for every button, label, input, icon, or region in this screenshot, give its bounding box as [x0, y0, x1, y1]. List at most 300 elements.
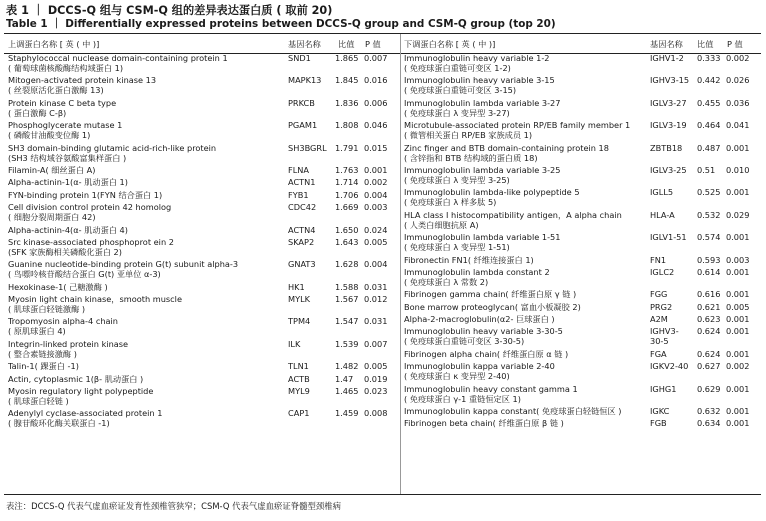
protein-name: [404, 75, 555, 95]
ratio-value: 0.525: [697, 187, 721, 198]
p-value: 0.029: [726, 209, 750, 220]
protein-name-en: Zinc finger and BTB domain-containing protein 18: [404, 142, 609, 153]
gene-name-line: ACTN1: [288, 177, 316, 188]
ratio-value: 0.333: [697, 53, 721, 63]
ratio-value: 1.465: [335, 386, 359, 397]
gene-name: [288, 165, 309, 175]
gene-name: [650, 165, 687, 175]
protein-name: [8, 374, 143, 384]
protein-name-en: Immunoglobulin kappa variable 2-40: [404, 361, 555, 372]
protein-name-en: Mitogen-activated protein kinase 13: [8, 75, 157, 86]
protein-name-en: Fibrinogen alpha chain( 纤维蛋白原 α 链 ): [404, 348, 569, 359]
ratio-value: 1.836: [335, 97, 359, 108]
ratio-value: 1.808: [335, 120, 359, 131]
gene-name-line: PGAM1: [288, 120, 318, 131]
gene-name-line: FLNA: [288, 164, 309, 175]
protein-name: [404, 289, 576, 299]
ratio-value: 1.539: [335, 338, 359, 349]
p-value: 0.001: [726, 314, 750, 325]
protein-name: [404, 187, 580, 207]
gene-name-line: ACTN4: [288, 224, 316, 235]
gene-name: [288, 374, 310, 384]
protein-name: [8, 361, 79, 371]
protein-name-cn: ( 免疫球蛋白 λ 变异型 1-51): [404, 242, 510, 253]
gene-name: [288, 190, 309, 200]
protein-name-en: Immunoglobulin heavy variable 1-2: [404, 53, 550, 63]
p-value: 0.001: [726, 142, 750, 153]
gene-name-line: PRG2: [650, 301, 673, 312]
table-row: [8, 177, 394, 189]
p-value: 0.003: [364, 202, 388, 213]
ratio-value: 1.650: [335, 224, 359, 235]
protein-name-cn: ( 原肌球蛋白 4): [8, 326, 66, 337]
gene-name: [650, 349, 667, 359]
gene-name-line: IGHV3-: [650, 326, 679, 337]
gene-name-line: TPM4: [288, 316, 311, 327]
protein-name: [404, 120, 630, 140]
table-title-en: Table 1 ｜ Differentially expressed proteins between DCCS-Q group and CSM-Q group (top 20): [6, 18, 556, 30]
p-value: 0.002: [726, 361, 750, 372]
ratio-value: 1.547: [335, 316, 359, 327]
table-row: [404, 165, 760, 187]
gene-name-line: FN1: [650, 254, 667, 265]
header-up-ratio: 比值: [338, 39, 355, 49]
protein-name-cn: ( 人类白细胞抗原 A): [404, 219, 479, 230]
protein-name-en: Integrin-linked protein kinase: [8, 338, 129, 349]
gene-name-line: HLA-A: [650, 209, 675, 220]
gene-name: [650, 75, 689, 85]
gene-name-line: FGA: [650, 348, 667, 359]
gene-name-line: ILK: [288, 338, 301, 349]
protein-name-en: Cell division control protein 42 homolog: [8, 202, 172, 213]
gene-name-line: 30-5: [650, 336, 669, 347]
gene-name-line: IGKV2-40: [650, 361, 689, 372]
p-value: 0.031: [364, 281, 388, 292]
gene-name: [650, 418, 667, 428]
protein-name-cn: ( 肌球蛋白轻链激酶 ): [8, 304, 86, 315]
gene-name: [650, 361, 688, 371]
gene-name: [288, 75, 321, 85]
gene-name: [650, 232, 687, 242]
table-row: [404, 302, 760, 314]
protein-name: [8, 190, 162, 200]
p-value: 0.004: [364, 189, 388, 200]
table-row: [8, 259, 394, 281]
p-value: 0.024: [364, 224, 388, 235]
protein-name-cn: ( 微管相关蛋白 RP/EB 家族成员 1): [404, 130, 533, 141]
table-row: [404, 289, 760, 301]
p-value: 0.001: [726, 418, 750, 429]
table-row: [404, 349, 760, 361]
protein-name-cn: ( 葡萄球菌核酸酶结构域蛋白 1): [8, 63, 124, 73]
gene-name: [650, 326, 679, 346]
protein-name: [8, 282, 108, 292]
table-row: [8, 386, 394, 408]
ratio-value: 1.791: [335, 142, 359, 153]
protein-name: [8, 202, 171, 222]
gene-name: [650, 255, 666, 265]
protein-name: [8, 177, 128, 187]
protein-name: [8, 316, 118, 336]
gene-name: [650, 314, 668, 324]
gene-name: [650, 302, 672, 312]
p-value: 0.004: [364, 259, 388, 270]
table-row: [8, 374, 394, 386]
p-value: 0.026: [726, 75, 750, 86]
protein-name-en: SH3 domain-binding glutamic acid-rich-like protein: [8, 142, 217, 153]
ratio-value: 1.47: [335, 373, 354, 384]
table-row: [8, 143, 394, 165]
ratio-value: 0.624: [697, 348, 721, 359]
p-value: 0.001: [726, 289, 750, 300]
p-value: 0.046: [364, 120, 388, 131]
protein-name: [404, 165, 560, 185]
p-value: 0.023: [364, 386, 388, 397]
p-value: 0.005: [364, 361, 388, 372]
protein-name-en: Fibronectin FN1( 纤维连接蛋白 1): [404, 254, 534, 265]
protein-name-en: Immunoglobulin lambda variable 3-25: [404, 164, 561, 175]
gene-name-line: FGB: [650, 418, 667, 429]
gene-name: [650, 143, 682, 153]
gene-name-line: CDC42: [288, 202, 317, 213]
protein-name-cn: ( 肌球蛋白轻链 ): [8, 396, 69, 407]
protein-name-en: Fibrinogen beta chain( 纤维蛋白原 β 链 ): [404, 418, 564, 429]
table-row: [8, 408, 394, 430]
gene-name: [650, 120, 687, 130]
protein-name-en: Myosin regulatory light polypeptide: [8, 386, 154, 397]
gene-name: [288, 294, 310, 304]
protein-name: [8, 120, 122, 140]
ratio-value: 1.865: [335, 53, 359, 63]
gene-name-line: IGLC2: [650, 266, 675, 277]
gene-name-line: MYL9: [288, 386, 310, 397]
gene-name-line: MAPK13: [288, 75, 322, 86]
gene-name-line: IGLV3-19: [650, 120, 687, 131]
table-row: [404, 120, 760, 142]
gene-name-line: IGHV1-2: [650, 53, 684, 63]
protein-name-en: Alpha-2-macroglobulin(α2- 巨球蛋白 ): [404, 314, 555, 325]
protein-name: [8, 339, 128, 359]
table-row: [404, 361, 760, 383]
gene-name-line: IGHG1: [650, 383, 677, 394]
gene-name-line: IGKC: [650, 406, 670, 417]
bottom-rule: [4, 494, 761, 495]
table-row: [8, 339, 394, 361]
p-value: 0.019: [364, 373, 388, 384]
p-value: 0.001: [726, 232, 750, 243]
protein-name: [404, 361, 555, 381]
ratio-value: 0.629: [697, 383, 721, 394]
gene-name-line: FYB1: [288, 189, 309, 200]
ratio-value: 0.51: [697, 164, 716, 175]
protein-name-en: Immunoglobulin lambda variable 3-27: [404, 97, 561, 108]
p-value: 0.001: [726, 266, 750, 277]
table-row: [8, 202, 394, 224]
protein-name-cn: ( 免疫球蛋白 λ 常数 2): [404, 276, 489, 287]
table-row: [404, 406, 760, 418]
ratio-value: 0.624: [697, 326, 721, 337]
protein-name: [8, 386, 153, 406]
downregulated-panel: [404, 34, 760, 431]
gene-name-line: IGLV1-51: [650, 232, 687, 243]
protein-name-en: Immunoglobulin heavy variable 3-15: [404, 75, 555, 86]
gene-name: [288, 98, 315, 108]
gene-name: [288, 143, 327, 153]
gene-name: [288, 53, 311, 63]
table-row: [404, 232, 760, 254]
protein-name-en: Protein kinase C beta type: [8, 97, 117, 108]
table-title-cn: 表 1 ｜ DCCS-Q 组与 CSM-Q 组的差异表达蛋白质 ( 取前 20): [6, 4, 333, 17]
table-row: [404, 384, 760, 406]
protein-name-cn: ( 免疫球蛋白重链可变区 3-15): [404, 85, 517, 96]
table-row: [8, 361, 394, 373]
gene-name: [288, 225, 316, 235]
protein-name-en: Filamin-A( 细丝蛋白 A): [8, 164, 96, 175]
p-value: 0.036: [726, 97, 750, 108]
gene-name: [650, 187, 673, 197]
protein-name-en: Talin-1( 踝蛋白 -1): [8, 361, 79, 372]
protein-name-en: Hexokinase-1( 己糖激酶 ): [8, 281, 108, 292]
header-down-gene: 基因名称: [650, 39, 683, 49]
gene-name-line: TLN1: [288, 361, 309, 372]
gene-name-line: A2M: [650, 314, 668, 325]
protein-name-cn: ( 腺苷酸环化酶关联蛋白 -1): [8, 418, 110, 429]
protein-name: [8, 259, 238, 279]
protein-name-cn: (SFK 家族酶相关磷酸化蛋白 2): [8, 246, 122, 257]
p-value: 0.001: [726, 326, 750, 337]
gene-name: [650, 210, 675, 220]
table-row: [8, 75, 394, 97]
protein-name: [8, 165, 95, 175]
gene-name-line: HK1: [288, 281, 305, 292]
protein-name: [404, 384, 578, 404]
protein-name: [404, 232, 560, 252]
p-value: 0.015: [364, 142, 388, 153]
gene-name: [650, 98, 687, 108]
protein-name-en: Bone marrow proteoglycan( 富血小板凝胶 2): [404, 301, 581, 312]
protein-name: [404, 314, 555, 324]
protein-name: [8, 53, 228, 73]
ratio-value: 0.464: [697, 120, 721, 131]
gene-name: [288, 361, 309, 371]
table-row: [8, 282, 394, 294]
ratio-value: 0.616: [697, 289, 721, 300]
protein-name: [8, 98, 116, 118]
ratio-value: 0.627: [697, 361, 721, 372]
ratio-value: 1.459: [335, 408, 359, 419]
header-down-p: P 值: [727, 39, 743, 49]
table-row: [8, 237, 394, 259]
protein-name-en: Immunoglobulin heavy variable 3-30-5: [404, 326, 563, 337]
table-footnote: 表注：DCCS-Q 代表气虚血瘀证发育性颈椎管狭窄；CSM-Q 代表气虚血瘀证脊髓型颈椎病: [6, 501, 342, 511]
p-value: 0.002: [364, 177, 388, 188]
header-down-ratio: 比值: [697, 39, 714, 49]
p-value: 0.001: [726, 383, 750, 394]
gene-name: [288, 316, 310, 326]
downregulated-header: [404, 34, 760, 53]
ratio-value: 0.634: [697, 418, 721, 429]
ratio-value: 1.763: [335, 164, 359, 175]
gene-name: [288, 386, 310, 396]
ratio-value: 0.455: [697, 97, 721, 108]
gene-name-line: SH3BGRL: [288, 142, 327, 153]
protein-name-en: Phosphoglycerate mutase 1: [8, 120, 123, 131]
protein-name-cn: ( 细胞分裂周期蛋白 42): [8, 212, 96, 223]
ratio-value: 0.623: [697, 314, 721, 325]
p-value: 0.001: [726, 406, 750, 417]
protein-name-cn: ( 免疫球蛋白重链可变区 3-30-5): [404, 336, 525, 347]
p-value: 0.005: [364, 236, 388, 247]
protein-name-cn: ( 含锌指和 BTB 结构域的蛋白质 18): [404, 152, 538, 163]
protein-name-cn: ( 免疫球蛋白 γ-1 重链恒定区 1): [404, 393, 521, 404]
ratio-value: 1.482: [335, 361, 359, 372]
protein-name-en: Immunoglobulin kappa constant( 免疫球蛋白轻链恒区 ): [404, 406, 622, 417]
gene-name-line: ACTB: [288, 373, 310, 384]
protein-name-en: HLA class I histocompatibility antigen，A alpha chain: [404, 209, 622, 220]
protein-name: [8, 408, 162, 428]
protein-name-en: Microtubule-associated protein RP/EB family member 1: [404, 120, 631, 131]
protein-name-en: Adenylyl cyclase-associated protein 1: [8, 408, 163, 419]
ratio-value: 0.632: [697, 406, 721, 417]
protein-name-cn: ( 丝裂原活化蛋白激酶 13): [8, 85, 104, 96]
header-down-name: 下调蛋白名称 [ 英 ( 中 )]: [404, 39, 496, 49]
gene-name: [650, 406, 669, 416]
gene-name: [288, 339, 300, 349]
protein-name-en: Fibrinogen gamma chain( 纤维蛋白原 γ 链 ): [404, 289, 577, 300]
table-row: [404, 326, 760, 348]
table-row: [8, 120, 394, 142]
p-value: 0.002: [726, 53, 750, 63]
header-up-gene: 基因名称: [288, 39, 321, 49]
protein-name-en: Immunoglobulin lambda-like polypeptide 5: [404, 187, 580, 198]
ratio-value: 1.588: [335, 281, 359, 292]
ratio-value: 1.714: [335, 177, 359, 188]
protein-name-cn: (SH3 结构域谷氨酸富集样蛋白 ): [8, 152, 127, 163]
protein-name: [404, 210, 622, 230]
table-row: [8, 225, 394, 237]
protein-name-en: Alpha-actinin-1(α- 肌动蛋白 1): [8, 177, 128, 188]
gene-name-line: GNAT3: [288, 259, 316, 270]
gene-name-line: IGHV3-15: [650, 75, 690, 86]
ratio-value: 1.845: [335, 75, 359, 86]
protein-name: [404, 98, 560, 118]
downregulated-rows: [404, 53, 760, 431]
table-row: [8, 165, 394, 177]
table-row: [8, 190, 394, 202]
protein-name: [404, 267, 550, 287]
table-row: [404, 53, 760, 75]
protein-name: [404, 302, 581, 312]
p-value: 0.005: [726, 301, 750, 312]
gene-name-line: ZBTB18: [650, 142, 683, 153]
protein-name-cn: ( 磷酸甘油酸变位酶 1): [8, 130, 91, 141]
p-value: 0.016: [364, 75, 388, 86]
gene-name: [288, 408, 309, 418]
table-row: [404, 143, 760, 165]
upregulated-rows: [8, 53, 394, 431]
protein-name: [404, 326, 563, 346]
protein-name: [404, 53, 550, 73]
protein-name: [8, 75, 156, 95]
table-row: [8, 294, 394, 316]
gene-name: [288, 259, 316, 269]
p-value: 0.001: [364, 164, 388, 175]
gene-name: [288, 237, 314, 247]
gene-name: [288, 120, 317, 130]
gene-name-line: SKAP2: [288, 236, 315, 247]
gene-name-line: SND1: [288, 53, 311, 63]
protein-name-en: Guanine nucleotide-binding protein G(t) subunit alpha-3: [8, 259, 239, 270]
upregulated-panel: [8, 34, 394, 431]
protein-name: [8, 294, 182, 314]
protein-name: [404, 406, 621, 416]
protein-name-en: Immunoglobulin heavy constant gamma 1: [404, 383, 578, 394]
p-value: 0.010: [726, 164, 750, 175]
ratio-value: 1.567: [335, 294, 359, 305]
ratio-value: 0.614: [697, 266, 721, 277]
protein-name-cn: ( 免疫球蛋白重链可变区 1-2): [404, 63, 511, 73]
p-value: 0.003: [726, 254, 750, 265]
table-row: [404, 418, 760, 430]
ratio-value: 1.643: [335, 236, 359, 247]
protein-name-en: Staphylococcal nuclease domain-containing protein 1: [8, 53, 228, 63]
protein-name-cn: ( 免疫球蛋白 κ 变异型 2-40): [404, 371, 510, 382]
column-divider: [400, 34, 401, 494]
p-value: 0.007: [364, 53, 388, 63]
ratio-value: 1.706: [335, 189, 359, 200]
gene-name: [650, 53, 684, 63]
gene-name: [650, 267, 674, 277]
protein-name: [404, 349, 568, 359]
gene-name: [650, 289, 667, 299]
p-value: 0.001: [726, 187, 750, 198]
p-value: 0.031: [364, 316, 388, 327]
gene-name: [288, 177, 316, 187]
gene-name: [288, 282, 305, 292]
p-value: 0.008: [364, 408, 388, 419]
ratio-value: 0.532: [697, 209, 721, 220]
table-row: [404, 267, 760, 289]
gene-name-line: CAP1: [288, 408, 310, 419]
protein-name-en: Alpha-actinin-4(α- 肌动蛋白 4): [8, 224, 128, 235]
table-row: [404, 255, 760, 267]
p-value: 0.001: [726, 348, 750, 359]
protein-name-cn: ( 免疫球蛋白 λ 变异型 3-25): [404, 174, 510, 185]
protein-name-en: Immunoglobulin lambda constant 2: [404, 266, 550, 277]
upregulated-header: [8, 34, 394, 53]
protein-name-en: Immunoglobulin lambda variable 1-51: [404, 232, 561, 243]
gene-name: [650, 384, 676, 394]
table-row: [404, 187, 760, 209]
protein-name: [404, 143, 609, 163]
gene-name: [288, 202, 316, 212]
gene-name-line: IGLV3-27: [650, 97, 687, 108]
protein-name-en: Actin, cytoplasmic 1(β- 肌动蛋白 ): [8, 373, 144, 384]
table-row: [8, 98, 394, 120]
ratio-value: 1.669: [335, 202, 359, 213]
gene-name-line: IGLV3-25: [650, 164, 687, 175]
protein-name-en: Tropomyosin alpha-4 chain: [8, 316, 118, 327]
protein-name: [8, 225, 128, 235]
table-row: [8, 316, 394, 338]
protein-name-en: Src kinase-associated phosphoprot ein 2: [8, 236, 174, 247]
gene-name-line: PRKCB: [288, 97, 315, 108]
header-up-name: 上调蛋白名称 [ 英 ( 中 )]: [8, 39, 100, 49]
ratio-value: 0.442: [697, 75, 721, 86]
p-value: 0.007: [364, 338, 388, 349]
protein-name-en: Myosin light chain kinase，smooth muscle: [8, 294, 182, 305]
protein-name-cn: ( 免疫球蛋白 λ 变异型 3-27): [404, 107, 510, 118]
